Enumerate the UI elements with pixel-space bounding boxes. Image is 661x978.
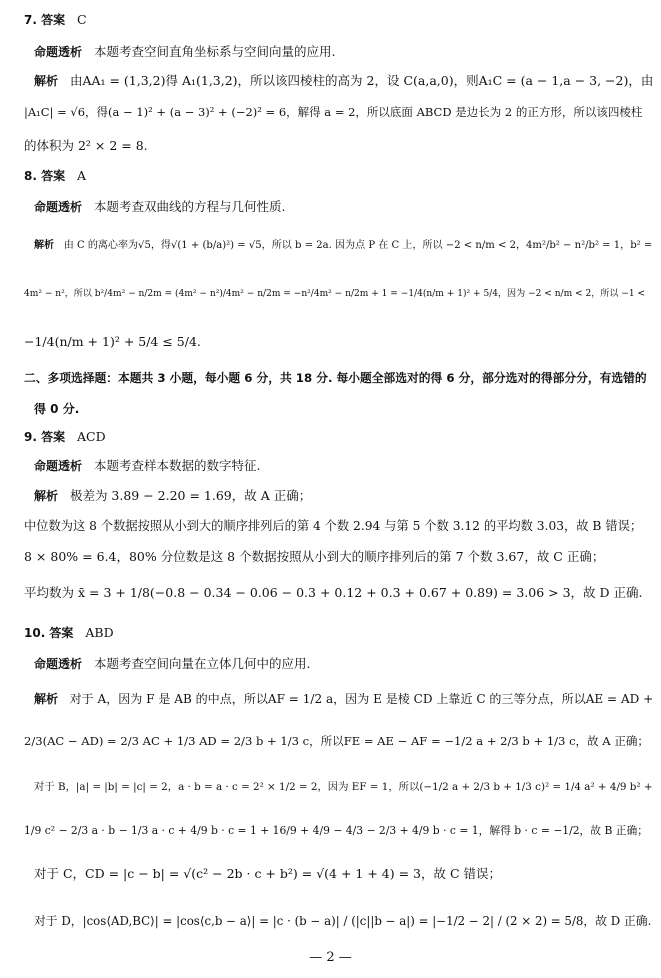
q8-analysis-1: 由 C 的离心率为√5，得√(1 + (b/a)²) = √5，所以 b = 2a. 因为点 P 在 C 上，所以 −2 < n/m < 2，4m²/b² − n²/b² = 1，b² = bbox=[63, 240, 653, 251]
q7-analysis-3: 的体积为 2² × 2 = 8. bbox=[24, 138, 148, 153]
q9-analysis-label: 解析 bbox=[34, 489, 59, 503]
q7-analysis-2: |A₁C| = √6，得(a − 1)² + (a − 3)² + (−2)² = 6，解得 a = 2，所以底面 ABCD 是边长为 2 的正方形，所以该四棱柱 bbox=[24, 105, 643, 119]
q7-tip-label: 命题透析 bbox=[34, 45, 83, 59]
section-2-line-1: 二、多项选择题：本题共 3 小题，每小题 6 分，共 18 分. 每小题全部选对的得 6 分，部分选对的得部分分，有选错的 bbox=[24, 371, 647, 385]
q7-analysis-line-1 bbox=[34, 75, 653, 88]
q10-analysis-line-1 bbox=[34, 693, 653, 705]
page-number: — 2 — bbox=[309, 950, 352, 965]
q8-tip-line bbox=[34, 201, 285, 214]
q10-tip: 本题考查空间向量在立体几何中的应用. bbox=[93, 656, 311, 671]
q7-tip: 本题考查空间直角坐标系与空间向量的应用. bbox=[93, 44, 336, 59]
q10-answer-label: 10. 答案 bbox=[24, 626, 74, 640]
q8-analysis-3: −1/4(n/m + 1)² + 5/4 ≤ 5/4. bbox=[24, 334, 201, 349]
q7-answer: C bbox=[77, 12, 87, 27]
q10-analysis-6: 对于 D，|cos⟨AD,BC⟩| = |cos⟨c,b − a⟩| = |c · (b − a)| / (|c||b − a|) = |−1/2 − 2| / (2 × 2) = 5/8，故 D 正确. bbox=[34, 914, 652, 928]
q10-analysis-label: 解析 bbox=[34, 692, 59, 706]
section-2-line-2: 得 0 分. bbox=[34, 402, 80, 416]
q8-tip-label: 命题透析 bbox=[34, 200, 83, 214]
q9-tip: 本题考查样本数据的数字特征. bbox=[93, 458, 261, 473]
q9-tip-label: 命题透析 bbox=[34, 459, 83, 473]
q9-analysis-line-1 bbox=[34, 490, 311, 503]
q8-answer: A bbox=[77, 168, 87, 183]
q9-answer-label: 9. 答案 bbox=[24, 430, 66, 444]
q10-analysis-2: 2/3(AC − AD) = 2/3 AC + 1/3 AD = 2/3 b + 1/3 c，所以FE = AE − AF = −1/2 a + 2/3 b + 1/3 c，故 A 正确； bbox=[24, 734, 649, 748]
q10-answer-line bbox=[24, 627, 114, 640]
q8-tip: 本题考查双曲线的方程与几何性质. bbox=[93, 199, 286, 214]
q10-tip-line bbox=[34, 658, 310, 671]
q7-answer-line bbox=[24, 14, 87, 27]
q7-answer-label: 7. 答案 bbox=[24, 13, 66, 27]
q10-analysis-1: 对于 A，因为 F 是 AB 的中点，所以AF = 1/2 a，因为 E 是棱 CD 上靠近 C 的三等分点，所以AE = AD + bbox=[69, 692, 654, 706]
q8-analysis-label: 解析 bbox=[34, 240, 55, 251]
q9-answer-line bbox=[24, 431, 106, 444]
q9-answer: ACD bbox=[77, 429, 106, 444]
q10-answer: ABD bbox=[85, 625, 114, 640]
q8-analysis-2: 4m² − n²，所以 b²/4m² − n/2m = (4m² − n²)/4m² − n/2m = −n²/4m² − n/2m + 1 = −1/4(n/m + 1)² + 5/4，因为 −2 < n/m < 2，所以 −1 < bbox=[24, 289, 646, 299]
q8-answer-line bbox=[24, 170, 86, 183]
q7-analysis-label: 解析 bbox=[34, 74, 59, 88]
q10-tip-label: 命题透析 bbox=[34, 657, 83, 671]
q8-answer-label: 8. 答案 bbox=[24, 169, 66, 183]
q7-analysis-1: 由AA₁ = (1,3,2)得 A₁(1,3,2)，所以该四棱柱的高为 2，设 C(a,a,0)，则A₁C = (a − 1,a − 3, −2)，由 bbox=[69, 73, 654, 88]
q9-analysis-4: 平均数为 x̄ = 3 + 1/8(−0.8 − 0.34 − 0.06 − 0.3 + 0.12 + 0.3 + 0.67 + 0.89) = 3.06 > 3，故 D 正确. bbox=[24, 585, 643, 600]
q10-analysis-5: 对于 C，CD = |c − b| = √(c² − 2b · c + b²) = √(4 + 1 + 4) = 3，故 C 错误； bbox=[34, 866, 501, 881]
q8-analysis-line-1 bbox=[34, 241, 652, 251]
q7-tip-line bbox=[34, 46, 335, 59]
q10-analysis-4: 1/9 c² − 2/3 a · b − 1/3 a · c + 4/9 b · c = 1 + 16/9 + 4/9 − 4/3 − 2/3 + 4/9 b · c = 1，解得 b · c = −1/2，故 B 正确； bbox=[24, 824, 649, 837]
q10-analysis-3: 对于 B，|a| = |b| = |c| = 2，a · b = a · c = 2² × 1/2 = 2，因为 EF = 1，所以(−1/2 a + 2/3 b + 1/3 c)² = 1/4 a² + 4/9 b² + bbox=[34, 781, 653, 793]
q9-analysis-1: 极差为 3.89 − 2.20 = 1.69，故 A 正确； bbox=[69, 488, 312, 503]
q9-analysis-2: 中位数为这 8 个数据按照从小到大的顺序排列后的第 4 个数 2.94 与第 5 个数 3.12 的平均数 3.03，故 B 错误； bbox=[24, 519, 643, 533]
q9-analysis-3: 8 × 80% = 6.4，80% 分位数是这 8 个数据按照从小到大的顺序排列后的第 7 个数 3.67，故 C 正确； bbox=[24, 549, 605, 564]
q9-tip-line bbox=[34, 460, 260, 473]
